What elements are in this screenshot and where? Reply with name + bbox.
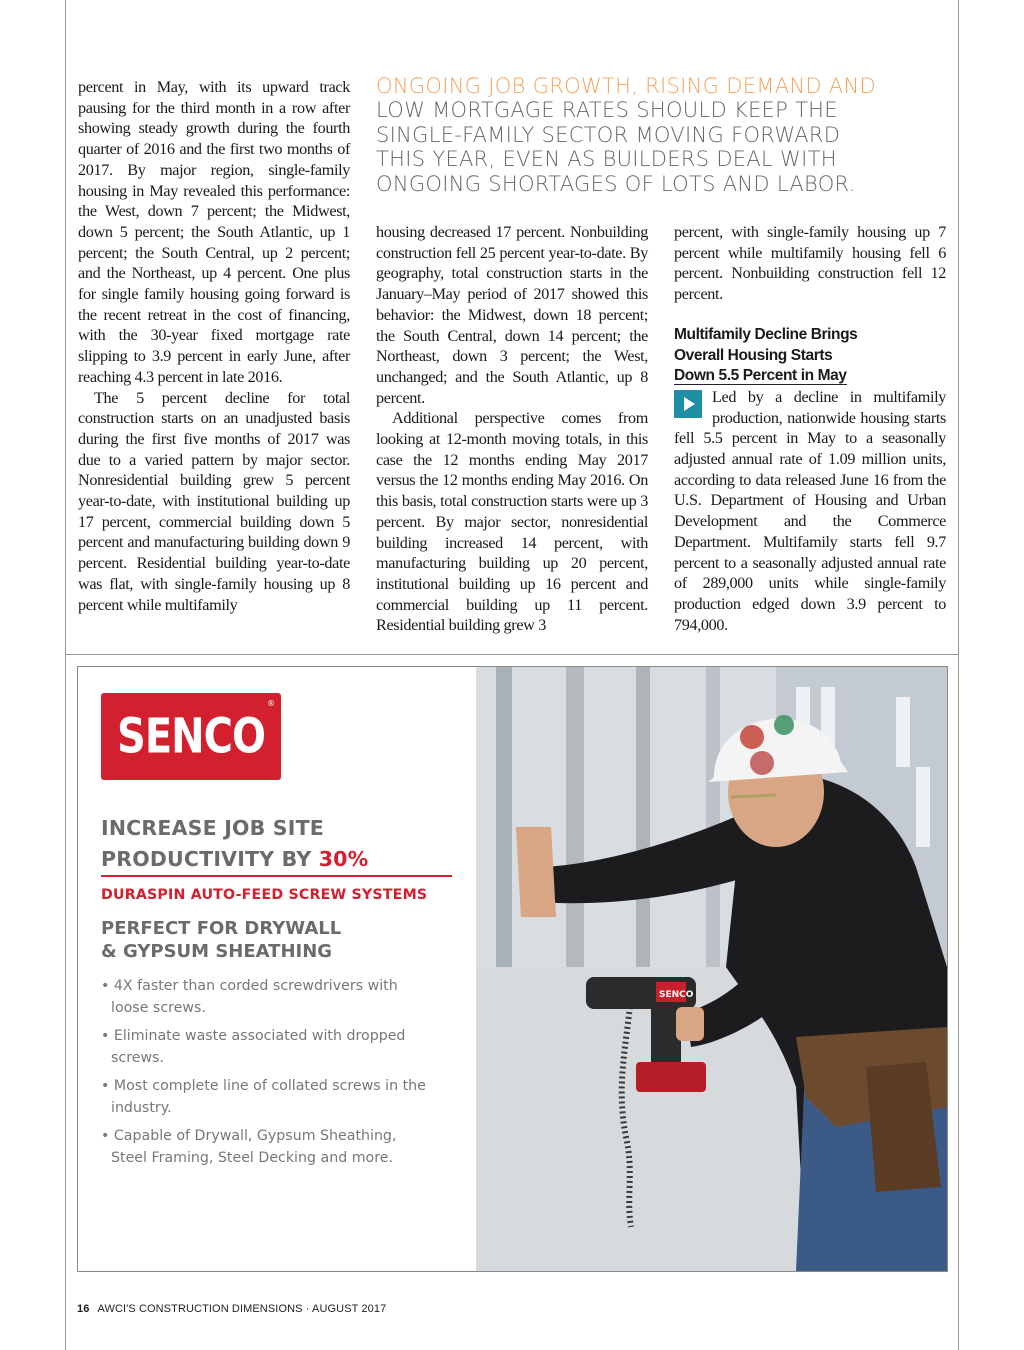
ad-headline (101, 813, 471, 875)
col3-paragraph-1: percent, with single-family housing up 7 percent while multifamily housing fell 6 percent. Nonbuilding construction fell 12 percent. (674, 223, 946, 304)
ad-headline-line-2: PRODUCTIVITY BY (101, 847, 319, 871)
worker-photo (476, 667, 947, 1271)
ad-subheading (101, 917, 441, 963)
senco-logo (101, 693, 281, 780)
section-subhead (674, 325, 946, 387)
right-frame-line (958, 0, 959, 1350)
article-column-2 (376, 222, 648, 636)
ad-subheading-line-2: & GYPSUM SHEATHING (101, 941, 333, 962)
ad-bullet-list (101, 975, 431, 1175)
subhead-line-2: Overall Housing Starts (674, 346, 833, 364)
play-icon (674, 390, 702, 418)
ad-headline-line-1: INCREASE JOB SITE (101, 816, 324, 840)
col2-paragraph-1: housing decreased 17 percent. Nonbuilding construction fell 25 percent year-to-date. By geography, total construction starts in the January–May period of 2017 showed this behavior: the Midwest, down 18 percent; the South Central, down 14 percent; the Northeast, down 3 percent; the West, unchanged; and the South Atlantic, up 8 percent. (376, 223, 648, 407)
col1-paragraph-1: percent in May, with its upward track pausing for the third month in a row after showing steady growth during the fourth quarter of 2016 and the first two months of 2017. By major region, single-family housing in May revealed this performance: the West, down 7 percent; the Midwest, down 5 percent; the South Atlantic, up 1 percent; the South Central, up 2 percent; and the Northeast, up 4 percent. One plus for single family housing going forward is the recent retreat in the cost of financing, with the 30-year fixed mortgage rate slipping to 3.9 percent in early June, after reaching 4.3 percent in late 2016. (78, 78, 350, 386)
col3-paragraph-2-wrap (674, 387, 946, 635)
article-column-1 (78, 77, 350, 615)
pull-quote-accent: ONGOING JOB GROWTH, RISING DEMAND AND (376, 74, 876, 98)
ad-bullet: • Most complete line of collated screws in the industry. (101, 1075, 431, 1119)
page-number: 16 (77, 1303, 90, 1315)
pull-quote (376, 74, 896, 196)
senco-advertisement[interactable] (77, 666, 948, 1272)
page-footer (77, 1303, 386, 1315)
subhead-line-3: Down 5.5 Percent in May (674, 367, 847, 385)
ad-bullet: • 4X faster than corded screwdrivers with loose screws. (101, 975, 431, 1019)
ad-text-panel (78, 667, 476, 1271)
col2-paragraph-2: Additional perspective comes from looking at 12-month moving totals, in this case the 12 months ending May 2017 versus the 12 months ending May 2016. On this basis, total construction starts were up 3 percent. By major sector, nonresidential building increased 14 percent, with manufacturing building up 20 percent, institutional building up 16 percent and commercial building up 11 percent. Residential building grew 3 (376, 409, 648, 635)
col1-paragraph-2: The 5 percent decline for total construction starts on an unadjusted basis during the first five months of 2017 was due to a varied pattern by major sector. Nonresidential building grew 5 percent year-to-date, with institutional building up 17 percent, commercial building down 5 percent and manufacturing building down 9 percent. Residential building year-to-date was flat, with single-family housing up 8 percent while multifamily (78, 388, 350, 614)
ad-bullet: • Eliminate waste associated with dropped screws. (101, 1025, 431, 1069)
pull-quote-text: LOW MORTGAGE RATES SHOULD KEEP THE SINGLE-FAMILY SECTOR MOVING FORWARD THIS YEAR, EVEN AS BUILDERS DEAL WITH ONGOING SHORTAGES OF LOTS AND LABOR. (376, 98, 856, 196)
ad-subheading-line-1: PERFECT FOR DRYWALL (101, 918, 342, 939)
registered-mark: ® (267, 699, 275, 708)
subhead-line-1: Multifamily Decline Brings (674, 325, 858, 343)
tool-label: SENCO (659, 990, 694, 1000)
ad-product-line: DURASPIN AUTO-FEED SCREW SYSTEMS (101, 887, 428, 903)
ad-bullet: • Capable of Drywall, Gypsum Sheathing, Steel Framing, Steel Decking and more. (101, 1125, 431, 1169)
worker-photo-illustration (476, 667, 947, 1271)
ad-red-rule (101, 875, 452, 877)
ad-headline-percent: 30% (318, 847, 369, 871)
col3-paragraph-2: Led by a decline in multifamily production, nationwide housing starts fell 5.5 percent in May to a seasonally adjusted annual rate of 1.09 million units, according to data released June 16 from the U.S. Department of Housing and Urban Development and the Commerce Department. Multifamily starts fell 9.7 percent to a seasonally adjusted annual rate of 289,000 units while single-family production edged down 3.9 percent to 794,000. (674, 387, 946, 634)
ad-top-rule (65, 654, 959, 655)
article-column-3 (674, 222, 946, 635)
logo-text: SENCO (117, 708, 265, 765)
publication-info: AWCI'S CONSTRUCTION DIMENSIONS · AUGUST 2017 (97, 1303, 387, 1315)
left-frame-line (65, 0, 66, 1350)
